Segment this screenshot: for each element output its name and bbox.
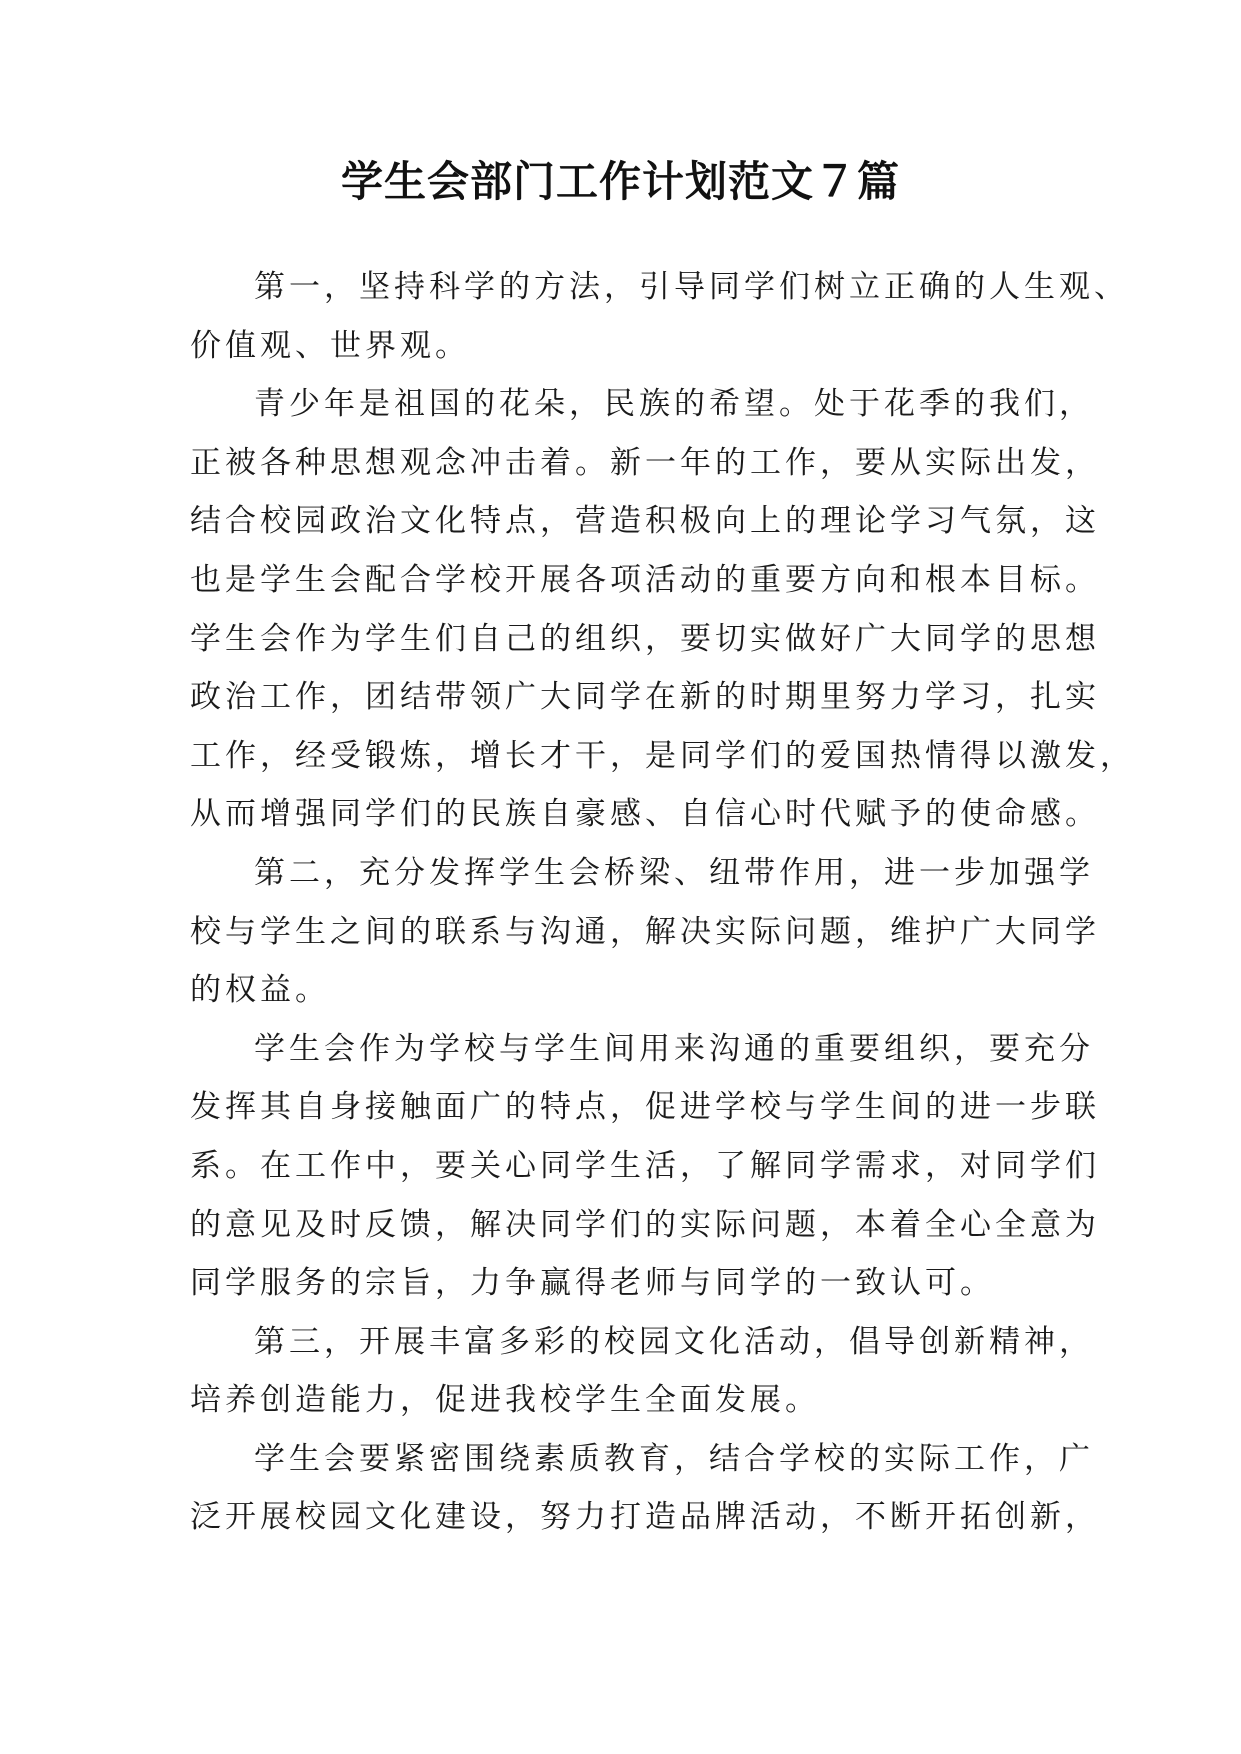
paragraph [190, 844, 1100, 1020]
text-line: 也是学生会配合学校开展各项活动的重要方向和根本目标。 [190, 561, 1100, 598]
document-title: 学生会部门工作计划范文７篇 [340, 157, 900, 206]
paragraph [190, 1313, 1094, 1430]
text-line: 发挥其自身接触面广的特点，促进学校与学生间的进一步联 [190, 1089, 1100, 1126]
text-line: 第二，充分发挥学生会桥梁、纽带作用，进一步加强学 [254, 854, 1094, 891]
text-line: 系。在工作中，要关心同学生活，了解同学需求，对同学们 [190, 1147, 1100, 1184]
text-line: 青少年是祖国的花朵，民族的希望。处于花季的我们， [254, 386, 1094, 423]
text-line: 同学服务的宗旨，力争赢得老师与同学的一致认可。 [190, 1265, 995, 1302]
text-line: 正被各种思想观念冲击着。新一年的工作，要从实际出发， [190, 444, 1100, 481]
text-line: 结合校园政治文化特点，营造积极向上的理论学习气氛，这 [190, 503, 1100, 540]
paragraph [190, 1020, 1100, 1313]
text-line: 学生会要紧密围绕素质教育，结合学校的实际工作，广 [254, 1440, 1094, 1477]
paragraph [190, 375, 1135, 844]
document-body [190, 258, 1135, 1547]
text-line: 培养创造能力，促进我校学生全面发展。 [190, 1382, 820, 1419]
text-line: 的意见及时反馈，解决同学们的实际问题，本着全心全意为 [190, 1206, 1100, 1243]
text-line: 的权益。 [190, 972, 330, 1009]
text-line: 学生会作为学生们自己的组织，要切实做好广大同学的思想 [190, 620, 1100, 657]
text-line: 学生会作为学校与学生间用来沟通的重要组织，要充分 [254, 1030, 1094, 1067]
text-line: 第一，坚持科学的方法，引导同学们树立正确的人生观、 [254, 269, 1129, 305]
paragraph [190, 1430, 1100, 1547]
paragraph [190, 258, 1129, 375]
text-line: 从而增强同学们的民族自豪感、自信心时代赋予的使命感。 [190, 796, 1100, 833]
text-line: 工作，经受锻炼，增长才干，是同学们的爱国热情得以激发， [190, 737, 1135, 774]
text-line: 校与学生之间的联系与沟通，解决实际问题，维护广大同学 [190, 913, 1100, 950]
text-line: 政治工作，团结带领广大同学在新的时期里努力学习，扎实 [190, 679, 1100, 716]
text-line: 泛开展校园文化建设，努力打造品牌活动，不断开拓创新， [190, 1499, 1100, 1536]
text-line: 价值观、世界观。 [190, 327, 470, 364]
text-line: 第三，开展丰富多彩的校园文化活动，倡导创新精神， [254, 1323, 1094, 1360]
